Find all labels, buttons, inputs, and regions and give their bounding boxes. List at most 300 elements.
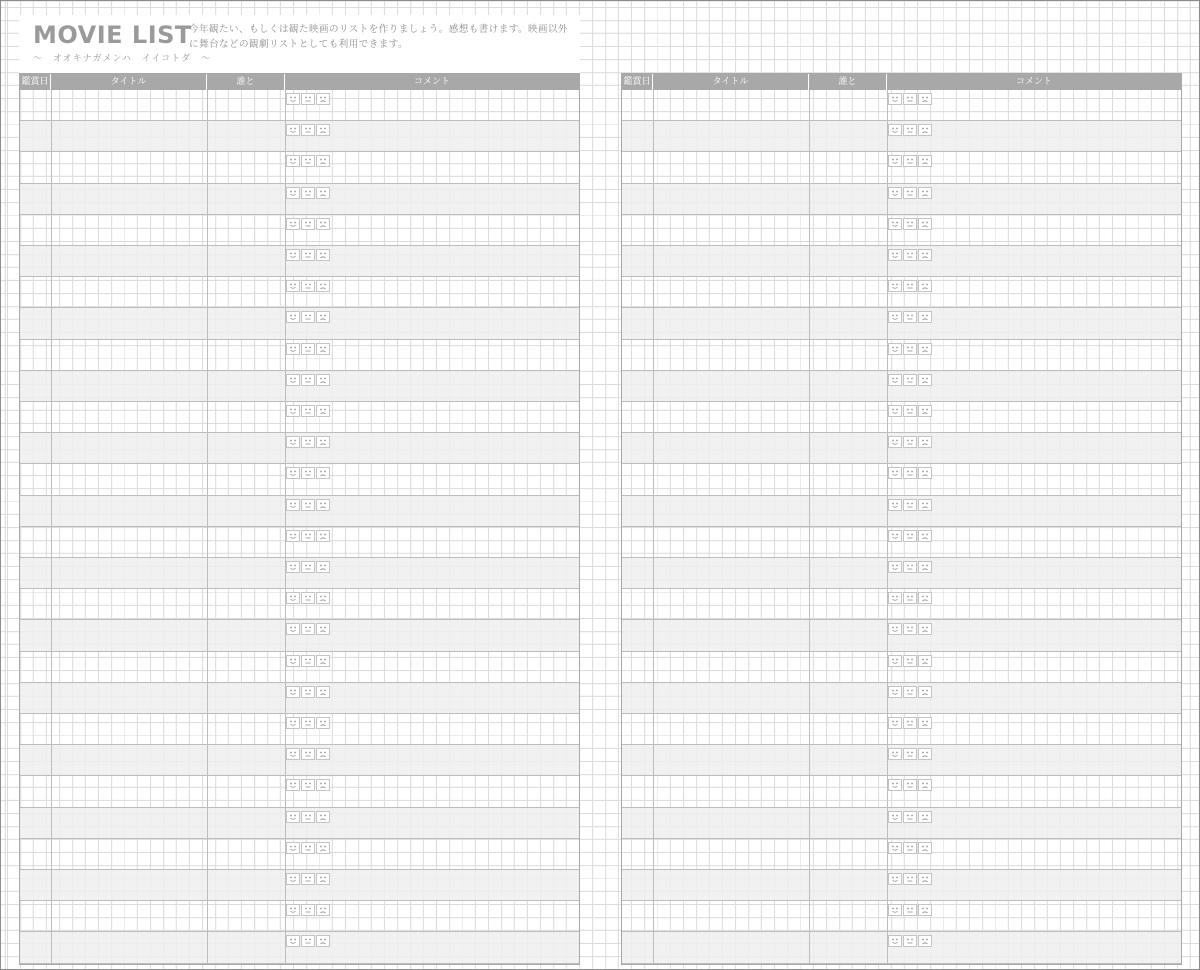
smile-face-icon[interactable] — [888, 686, 902, 698]
sad-face-icon[interactable] — [316, 499, 330, 511]
rating-faces — [888, 623, 932, 635]
smile-face-icon[interactable] — [888, 405, 902, 417]
table-row[interactable] — [622, 652, 1181, 683]
smile-face-icon[interactable] — [286, 499, 300, 511]
smile-face-icon[interactable] — [286, 686, 300, 698]
sad-face-icon[interactable] — [316, 155, 330, 167]
neutral-face-icon[interactable] — [903, 748, 917, 760]
sad-face-icon[interactable] — [316, 623, 330, 635]
sad-face-icon[interactable] — [918, 592, 932, 604]
neutral-face-icon[interactable] — [301, 124, 315, 136]
smile-face-icon[interactable] — [286, 155, 300, 167]
rating-faces — [286, 935, 330, 947]
rating-faces — [888, 561, 932, 573]
sad-face-icon[interactable] — [918, 187, 932, 199]
neutral-face-icon[interactable] — [903, 561, 917, 573]
sad-face-icon[interactable] — [316, 249, 330, 261]
table-row[interactable] — [622, 776, 1181, 807]
rating-faces — [888, 467, 932, 479]
sad-face-icon[interactable] — [316, 842, 330, 854]
smile-face-icon[interactable] — [286, 779, 300, 791]
col-header-title: タイトル — [51, 74, 207, 90]
neutral-face-icon[interactable] — [903, 436, 917, 448]
smile-face-icon[interactable] — [888, 842, 902, 854]
table-row[interactable] — [20, 496, 579, 527]
smile-face-icon[interactable] — [888, 93, 902, 105]
table-row[interactable] — [20, 776, 579, 807]
table-row[interactable] — [20, 215, 579, 246]
smile-face-icon[interactable] — [286, 124, 300, 136]
neutral-face-icon[interactable] — [903, 811, 917, 823]
smile-face-icon[interactable] — [286, 873, 300, 885]
smile-face-icon[interactable] — [888, 280, 902, 292]
rating-faces — [888, 405, 932, 417]
smile-face-icon[interactable] — [888, 935, 902, 947]
table-row[interactable] — [20, 371, 579, 402]
rating-faces — [286, 124, 330, 136]
table-body — [622, 90, 1181, 964]
rating-faces — [888, 592, 932, 604]
sad-face-icon[interactable] — [918, 748, 932, 760]
neutral-face-icon[interactable] — [903, 343, 917, 355]
neutral-face-icon[interactable] — [301, 530, 315, 542]
rating-faces — [888, 530, 932, 542]
rating-faces — [888, 124, 932, 136]
rating-faces — [286, 842, 330, 854]
table-row[interactable] — [622, 558, 1181, 589]
smile-face-icon[interactable] — [888, 155, 902, 167]
smile-face-icon[interactable] — [286, 655, 300, 667]
smile-face-icon[interactable] — [286, 717, 300, 729]
rating-faces — [286, 436, 330, 448]
table-row[interactable] — [20, 121, 579, 152]
table-row[interactable] — [20, 246, 579, 277]
smile-face-icon[interactable] — [286, 842, 300, 854]
table-row[interactable] — [622, 277, 1181, 308]
rating-faces — [888, 779, 932, 791]
table-row[interactable] — [622, 308, 1181, 339]
neutral-face-icon[interactable] — [903, 124, 917, 136]
sad-face-icon[interactable] — [316, 311, 330, 323]
table-row[interactable] — [622, 527, 1181, 558]
smile-face-icon[interactable] — [888, 904, 902, 916]
col-header-date: 鑑賞日 — [20, 74, 51, 90]
sad-face-icon[interactable] — [316, 935, 330, 947]
sad-face-icon[interactable] — [918, 935, 932, 947]
table-row[interactable] — [20, 90, 579, 121]
neutral-face-icon[interactable] — [301, 873, 315, 885]
rating-faces — [888, 842, 932, 854]
rating-faces — [888, 187, 932, 199]
sad-face-icon[interactable] — [918, 811, 932, 823]
smile-face-icon[interactable] — [286, 467, 300, 479]
sad-face-icon[interactable] — [918, 686, 932, 698]
smile-face-icon[interactable] — [286, 561, 300, 573]
neutral-face-icon[interactable] — [301, 436, 315, 448]
table-row[interactable] — [622, 215, 1181, 246]
sad-face-icon[interactable] — [918, 405, 932, 417]
neutral-face-icon[interactable] — [301, 717, 315, 729]
sad-face-icon[interactable] — [918, 655, 932, 667]
rating-faces — [888, 686, 932, 698]
sad-face-icon[interactable] — [918, 499, 932, 511]
sad-face-icon[interactable] — [316, 904, 330, 916]
sad-face-icon[interactable] — [316, 592, 330, 604]
sad-face-icon[interactable] — [316, 717, 330, 729]
smile-face-icon[interactable] — [286, 935, 300, 947]
neutral-face-icon[interactable] — [903, 499, 917, 511]
neutral-face-icon[interactable] — [903, 155, 917, 167]
sad-face-icon[interactable] — [918, 717, 932, 729]
sad-face-icon[interactable] — [918, 530, 932, 542]
sad-face-icon[interactable] — [316, 655, 330, 667]
column-divider — [809, 90, 810, 964]
rating-faces — [286, 561, 330, 573]
column-divider — [285, 90, 286, 964]
rating-faces — [286, 530, 330, 542]
rating-faces — [286, 873, 330, 885]
smile-face-icon[interactable] — [286, 280, 300, 292]
sad-face-icon[interactable] — [316, 218, 330, 230]
table-row[interactable] — [20, 184, 579, 215]
neutral-face-icon[interactable] — [301, 748, 315, 760]
smile-face-icon[interactable] — [888, 436, 902, 448]
neutral-face-icon[interactable] — [301, 405, 315, 417]
smile-face-icon[interactable] — [286, 530, 300, 542]
rating-faces — [286, 155, 330, 167]
table-row[interactable] — [20, 558, 579, 589]
table-row[interactable] — [20, 808, 579, 839]
sad-face-icon[interactable] — [918, 467, 932, 479]
neutral-face-icon[interactable] — [903, 717, 917, 729]
smile-face-icon[interactable] — [888, 530, 902, 542]
neutral-face-icon[interactable] — [903, 592, 917, 604]
table-row[interactable] — [622, 90, 1181, 121]
neutral-face-icon[interactable] — [301, 155, 315, 167]
sad-face-icon[interactable] — [918, 623, 932, 635]
rating-faces — [888, 935, 932, 947]
sad-face-icon[interactable] — [316, 280, 330, 292]
rating-faces — [286, 717, 330, 729]
rating-faces — [888, 343, 932, 355]
rating-faces — [888, 748, 932, 760]
sad-face-icon[interactable] — [316, 530, 330, 542]
table-row[interactable] — [622, 340, 1181, 371]
neutral-face-icon[interactable] — [301, 904, 315, 916]
neutral-face-icon[interactable] — [903, 374, 917, 386]
rating-faces — [286, 93, 330, 105]
table-row[interactable] — [20, 620, 579, 651]
table-row[interactable] — [622, 433, 1181, 464]
smile-face-icon[interactable] — [286, 249, 300, 261]
column-divider — [653, 90, 654, 964]
smile-face-icon[interactable] — [888, 218, 902, 230]
table-row[interactable] — [20, 308, 579, 339]
table-row[interactable] — [20, 932, 579, 963]
rating-faces — [286, 904, 330, 916]
smile-face-icon[interactable] — [888, 374, 902, 386]
smile-face-icon[interactable] — [888, 748, 902, 760]
sad-face-icon[interactable] — [918, 249, 932, 261]
column-divider — [207, 90, 208, 964]
page-title: MOVIE LIST — [33, 21, 192, 49]
neutral-face-icon[interactable] — [903, 842, 917, 854]
smile-face-icon[interactable] — [888, 124, 902, 136]
col-header-date: 鑑賞日 — [622, 74, 653, 90]
smile-face-icon[interactable] — [286, 218, 300, 230]
rating-faces — [888, 655, 932, 667]
rating-faces — [286, 499, 330, 511]
neutral-face-icon[interactable] — [301, 686, 315, 698]
smile-face-icon[interactable] — [888, 467, 902, 479]
table-row[interactable] — [622, 745, 1181, 776]
table-row[interactable] — [20, 714, 579, 745]
rating-faces — [888, 155, 932, 167]
header — [19, 15, 580, 73]
neutral-face-icon[interactable] — [903, 187, 917, 199]
smile-face-icon[interactable] — [888, 779, 902, 791]
table-row[interactable] — [20, 152, 579, 183]
smile-face-icon[interactable] — [888, 592, 902, 604]
rating-faces — [286, 467, 330, 479]
rating-faces — [286, 218, 330, 230]
table-row[interactable] — [622, 589, 1181, 620]
smile-face-icon[interactable] — [286, 93, 300, 105]
rating-faces — [286, 405, 330, 417]
table-row[interactable] — [20, 745, 579, 776]
rating-faces — [888, 499, 932, 511]
smile-face-icon[interactable] — [286, 187, 300, 199]
sad-face-icon[interactable] — [918, 280, 932, 292]
table-row[interactable] — [622, 152, 1181, 183]
table-body — [20, 90, 579, 964]
sad-face-icon[interactable] — [918, 124, 932, 136]
rating-faces — [286, 811, 330, 823]
sad-face-icon[interactable] — [918, 374, 932, 386]
smile-face-icon[interactable] — [286, 436, 300, 448]
neutral-face-icon[interactable] — [301, 280, 315, 292]
rating-faces — [286, 311, 330, 323]
sad-face-icon[interactable] — [918, 343, 932, 355]
smile-face-icon[interactable] — [286, 343, 300, 355]
rating-faces — [888, 811, 932, 823]
sad-face-icon[interactable] — [316, 187, 330, 199]
table-row[interactable] — [622, 714, 1181, 745]
neutral-face-icon[interactable] — [301, 655, 315, 667]
smile-face-icon[interactable] — [888, 249, 902, 261]
smile-face-icon[interactable] — [286, 592, 300, 604]
neutral-face-icon[interactable] — [301, 311, 315, 323]
table-row[interactable] — [20, 683, 579, 714]
rating-faces — [286, 779, 330, 791]
rating-faces — [888, 218, 932, 230]
smile-face-icon[interactable] — [286, 311, 300, 323]
neutral-face-icon[interactable] — [903, 904, 917, 916]
page-subtitle: 〜 オオキナガメンハ イイコトダ 〜 — [33, 54, 212, 64]
neutral-face-icon[interactable] — [301, 592, 315, 604]
rating-faces — [286, 655, 330, 667]
smile-face-icon[interactable] — [888, 311, 902, 323]
smile-face-icon[interactable] — [286, 748, 300, 760]
neutral-face-icon[interactable] — [903, 935, 917, 947]
rating-faces — [286, 343, 330, 355]
sad-face-icon[interactable] — [918, 218, 932, 230]
neutral-face-icon[interactable] — [903, 218, 917, 230]
neutral-face-icon[interactable] — [903, 623, 917, 635]
movie-table-left — [19, 73, 580, 965]
sad-face-icon[interactable] — [316, 873, 330, 885]
smile-face-icon[interactable] — [888, 873, 902, 885]
neutral-face-icon[interactable] — [903, 467, 917, 479]
smile-face-icon[interactable] — [888, 187, 902, 199]
rating-faces — [888, 436, 932, 448]
table-row[interactable] — [622, 402, 1181, 433]
rating-faces — [888, 374, 932, 386]
sad-face-icon[interactable] — [918, 561, 932, 573]
table-header — [622, 74, 1181, 90]
smile-face-icon[interactable] — [888, 811, 902, 823]
table-row[interactable] — [20, 589, 579, 620]
sad-face-icon[interactable] — [918, 873, 932, 885]
table-row[interactable] — [20, 652, 579, 683]
sad-face-icon[interactable] — [918, 904, 932, 916]
rating-faces — [888, 717, 932, 729]
smile-face-icon[interactable] — [888, 655, 902, 667]
smile-face-icon[interactable] — [888, 499, 902, 511]
neutral-face-icon[interactable] — [903, 249, 917, 261]
table-row[interactable] — [622, 683, 1181, 714]
sad-face-icon[interactable] — [316, 374, 330, 386]
neutral-face-icon[interactable] — [903, 280, 917, 292]
table-row[interactable] — [20, 433, 579, 464]
neutral-face-icon[interactable] — [903, 686, 917, 698]
table-row[interactable] — [20, 340, 579, 371]
table-row[interactable] — [622, 870, 1181, 901]
neutral-face-icon[interactable] — [301, 218, 315, 230]
table-row[interactable] — [622, 932, 1181, 963]
smile-face-icon[interactable] — [286, 904, 300, 916]
table-row[interactable] — [622, 496, 1181, 527]
sad-face-icon[interactable] — [316, 811, 330, 823]
sad-face-icon[interactable] — [918, 436, 932, 448]
rating-faces — [286, 187, 330, 199]
table-row[interactable] — [20, 870, 579, 901]
neutral-face-icon[interactable] — [903, 779, 917, 791]
neutral-face-icon[interactable] — [903, 530, 917, 542]
col-header-with: 誰と — [207, 74, 285, 90]
smile-face-icon[interactable] — [286, 405, 300, 417]
smile-face-icon[interactable] — [888, 717, 902, 729]
sad-face-icon[interactable] — [918, 779, 932, 791]
smile-face-icon[interactable] — [286, 623, 300, 635]
table-row[interactable] — [622, 620, 1181, 651]
movie-table-right — [621, 73, 1182, 965]
neutral-face-icon[interactable] — [301, 842, 315, 854]
neutral-face-icon[interactable] — [301, 499, 315, 511]
sad-face-icon[interactable] — [918, 155, 932, 167]
sad-face-icon[interactable] — [316, 748, 330, 760]
neutral-face-icon[interactable] — [301, 623, 315, 635]
page-description: 今年観たい、もしくは観た映画のリストを作りましょう。感想も書けます。映画以外に舞台などの観劇リストとしても利用できます。 — [189, 24, 569, 50]
col-header-comment: コメント — [413, 77, 450, 87]
neutral-face-icon[interactable] — [903, 873, 917, 885]
rating-faces — [286, 280, 330, 292]
smile-face-icon[interactable] — [286, 811, 300, 823]
smile-face-icon[interactable] — [888, 561, 902, 573]
table-row[interactable] — [20, 527, 579, 558]
sad-face-icon[interactable] — [316, 124, 330, 136]
neutral-face-icon[interactable] — [903, 655, 917, 667]
sad-face-icon[interactable] — [316, 405, 330, 417]
rating-faces — [286, 249, 330, 261]
neutral-face-icon[interactable] — [301, 811, 315, 823]
neutral-face-icon[interactable] — [301, 343, 315, 355]
table-row[interactable] — [622, 839, 1181, 870]
neutral-face-icon[interactable] — [301, 93, 315, 105]
neutral-face-icon[interactable] — [301, 779, 315, 791]
rating-faces — [888, 873, 932, 885]
smile-face-icon[interactable] — [286, 374, 300, 386]
col-header-title: タイトル — [653, 74, 809, 90]
neutral-face-icon[interactable] — [301, 561, 315, 573]
rating-faces — [286, 374, 330, 386]
smile-face-icon[interactable] — [888, 343, 902, 355]
table-header — [20, 74, 579, 90]
table-row[interactable] — [622, 464, 1181, 495]
sad-face-icon[interactable] — [316, 93, 330, 105]
table-row[interactable] — [622, 121, 1181, 152]
sad-face-icon[interactable] — [316, 436, 330, 448]
smile-face-icon[interactable] — [888, 623, 902, 635]
neutral-face-icon[interactable] — [301, 467, 315, 479]
rating-faces — [286, 623, 330, 635]
neutral-face-icon[interactable] — [301, 935, 315, 947]
neutral-face-icon[interactable] — [903, 93, 917, 105]
table-row[interactable] — [622, 808, 1181, 839]
sad-face-icon[interactable] — [316, 686, 330, 698]
neutral-face-icon[interactable] — [301, 249, 315, 261]
table-row[interactable] — [20, 402, 579, 433]
rating-faces — [888, 249, 932, 261]
table-row[interactable] — [622, 184, 1181, 215]
sad-face-icon[interactable] — [918, 842, 932, 854]
table-row[interactable] — [20, 464, 579, 495]
sad-face-icon[interactable] — [918, 93, 932, 105]
sad-face-icon[interactable] — [316, 343, 330, 355]
rating-faces — [286, 748, 330, 760]
table-row[interactable] — [622, 901, 1181, 932]
table-row[interactable] — [20, 901, 579, 932]
sad-face-icon[interactable] — [918, 311, 932, 323]
rating-faces — [888, 93, 932, 105]
neutral-face-icon[interactable] — [903, 311, 917, 323]
sad-face-icon[interactable] — [316, 779, 330, 791]
col-header-with: 誰と — [809, 74, 887, 90]
rating-faces — [888, 311, 932, 323]
rating-faces — [286, 686, 330, 698]
neutral-face-icon[interactable] — [301, 187, 315, 199]
rating-faces — [888, 280, 932, 292]
table-row[interactable] — [622, 246, 1181, 277]
neutral-face-icon[interactable] — [903, 405, 917, 417]
neutral-face-icon[interactable] — [301, 374, 315, 386]
table-row[interactable] — [20, 839, 579, 870]
table-row[interactable] — [20, 277, 579, 308]
column-divider — [887, 90, 888, 964]
table-row[interactable] — [622, 371, 1181, 402]
sad-face-icon[interactable] — [316, 561, 330, 573]
sad-face-icon[interactable] — [316, 467, 330, 479]
